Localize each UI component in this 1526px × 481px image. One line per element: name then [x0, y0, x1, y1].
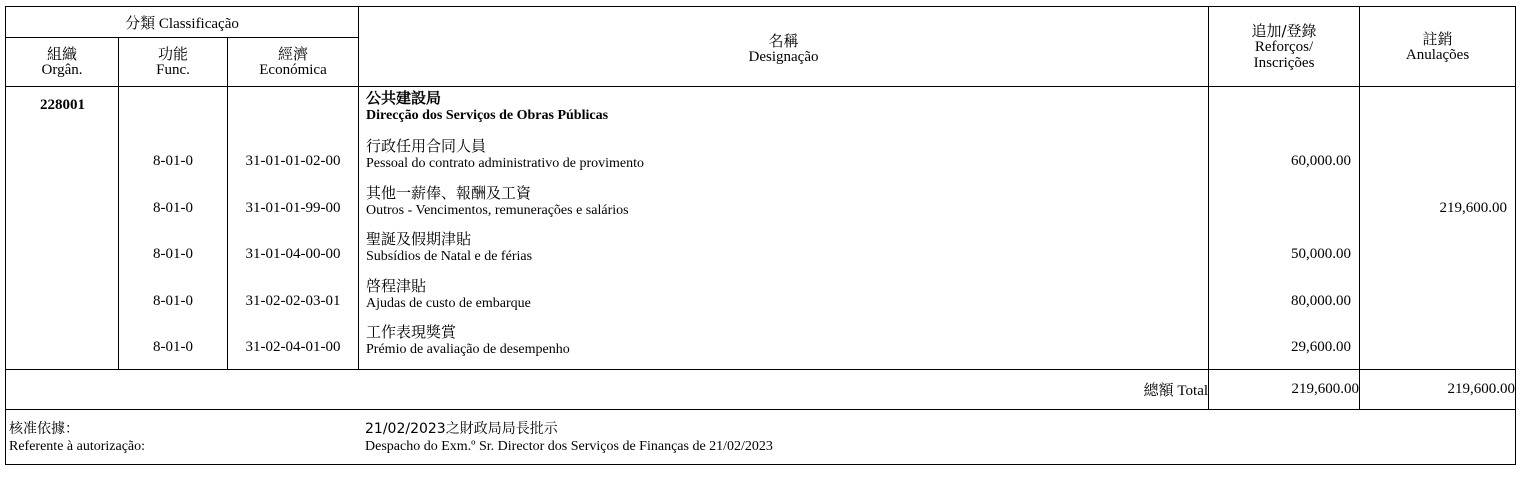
func-column: [119, 87, 228, 370]
annulment-amount: 219,600.00: [1439, 200, 1508, 216]
eco-code: 31-01-01-02-00: [245, 153, 341, 169]
org-header-zh: 組織: [46, 45, 77, 63]
body-row: [6, 87, 1516, 370]
item-name-zh: 聖誕及假期津貼: [366, 230, 472, 248]
item-name-zh: 行政任用合同人員: [366, 137, 487, 155]
authorization-text-zh: 21/02/2023之財政局局長批示: [365, 421, 558, 437]
reinforcement-amount: 80,000.00: [1291, 293, 1352, 309]
authorization-cell: [6, 410, 1516, 465]
item-name-pt: Prémio de avaliação de desempenho: [366, 342, 570, 357]
authorization-label: [9, 420, 145, 456]
authorization-label-zh: 核准依據：: [9, 421, 79, 437]
designation-header-zh: 名稱: [768, 31, 799, 50]
item-name-zh: 啓程津貼: [366, 277, 427, 295]
item-name-pt: Pessoal do contrato administrativo de provimento: [366, 156, 645, 171]
org-header-pt: Orgân.: [41, 62, 83, 78]
annulment-amount: [1360, 246, 1515, 266]
classification-label: 分類 Classificação: [125, 15, 239, 32]
authorization-row: [6, 410, 1516, 465]
eco-header: [228, 38, 359, 87]
total-annulments: 219,600.00: [1360, 370, 1516, 410]
total-row: [6, 370, 1516, 410]
total-label-zh: 總額: [1143, 381, 1174, 399]
reinforcements-header: [1209, 7, 1360, 87]
annulments-header-zh: 註銷: [1422, 29, 1453, 48]
item-designation: [366, 323, 1208, 359]
reinforcement-amount: [1209, 200, 1359, 220]
total-label-pt: Total: [1177, 383, 1209, 399]
total-reinforcements: 219,600.00: [1209, 370, 1360, 410]
annulments-header-pt: Anulações: [1405, 46, 1470, 63]
authorization-text-pt: Despacho do Exm.º Sr. Director dos Serviços de Finanças de 21/02/2023: [365, 439, 773, 454]
reinforcements-header-zh: 追加/登錄: [1251, 21, 1317, 40]
reinforcements-column: [1209, 87, 1360, 370]
item-designation: [366, 184, 1208, 220]
authorization-text: [365, 420, 773, 456]
eco-column: [228, 87, 359, 370]
func-code: 8-01-0: [153, 293, 193, 309]
annulments-column: [1360, 87, 1516, 370]
org-column: [6, 87, 119, 370]
item-name-pt: Subsídios de Natal e de férias: [366, 249, 533, 264]
reinforcement-amount: 60,000.00: [1291, 153, 1352, 169]
eco-code: 31-01-04-00-00: [245, 246, 341, 262]
reinforcements-header-pt1: Reforços/: [1254, 38, 1314, 55]
total-label: [6, 370, 1209, 410]
item-name-pt: Ajudas de custo de embarque: [366, 296, 531, 311]
eco-code: 31-01-01-99-00: [245, 200, 341, 216]
item-designation: [366, 277, 1208, 313]
item-name-zh: 工作表現獎賞: [366, 323, 457, 341]
func-header: [119, 38, 228, 87]
annulment-amount: [1360, 339, 1515, 359]
eco-code: 31-02-02-03-01: [245, 293, 341, 309]
org-code: 228001: [40, 97, 85, 113]
reinforcement-amount: 29,600.00: [1291, 339, 1352, 355]
organ-name-zh: 公共建設局: [366, 89, 442, 107]
organ-name: [366, 89, 1208, 125]
budget-table: [5, 6, 1516, 465]
designation-column: [359, 87, 1209, 370]
classification-header: [6, 7, 359, 38]
designation-header-pt: Designação: [748, 48, 819, 65]
reinforcements-header-pt2: Inscrições: [1253, 54, 1315, 71]
eco-header-zh: 經濟: [278, 45, 309, 63]
item-designation: [366, 137, 1208, 173]
func-code: 8-01-0: [153, 339, 193, 355]
eco-header-pt: Económica: [259, 62, 327, 78]
org-header: [6, 38, 119, 87]
budget-document: [5, 6, 1515, 477]
item-name-pt: Outros - Vencimentos, remunerações e salários: [366, 203, 629, 218]
func-header-zh: 功能: [157, 45, 188, 63]
annulment-amount: [1360, 153, 1515, 173]
func-code: 8-01-0: [153, 246, 193, 262]
authorization-label-pt: Referente à autorização:: [9, 439, 146, 454]
item-designation: [366, 230, 1208, 266]
eco-code: 31-02-04-01-00: [245, 339, 341, 355]
item-name-zh: 其他一薪俸、報酬及工資: [366, 184, 532, 202]
func-header-pt: Func.: [156, 62, 190, 78]
annulment-amount: [1360, 293, 1515, 313]
reinforcement-amount: 50,000.00: [1291, 246, 1352, 262]
annulments-header: [1360, 7, 1516, 87]
designation-header: [359, 7, 1209, 87]
func-code: 8-01-0: [153, 153, 193, 169]
func-code: 8-01-0: [153, 200, 193, 216]
organ-name-pt: Direcção dos Serviços de Obras Públicas: [366, 108, 609, 123]
